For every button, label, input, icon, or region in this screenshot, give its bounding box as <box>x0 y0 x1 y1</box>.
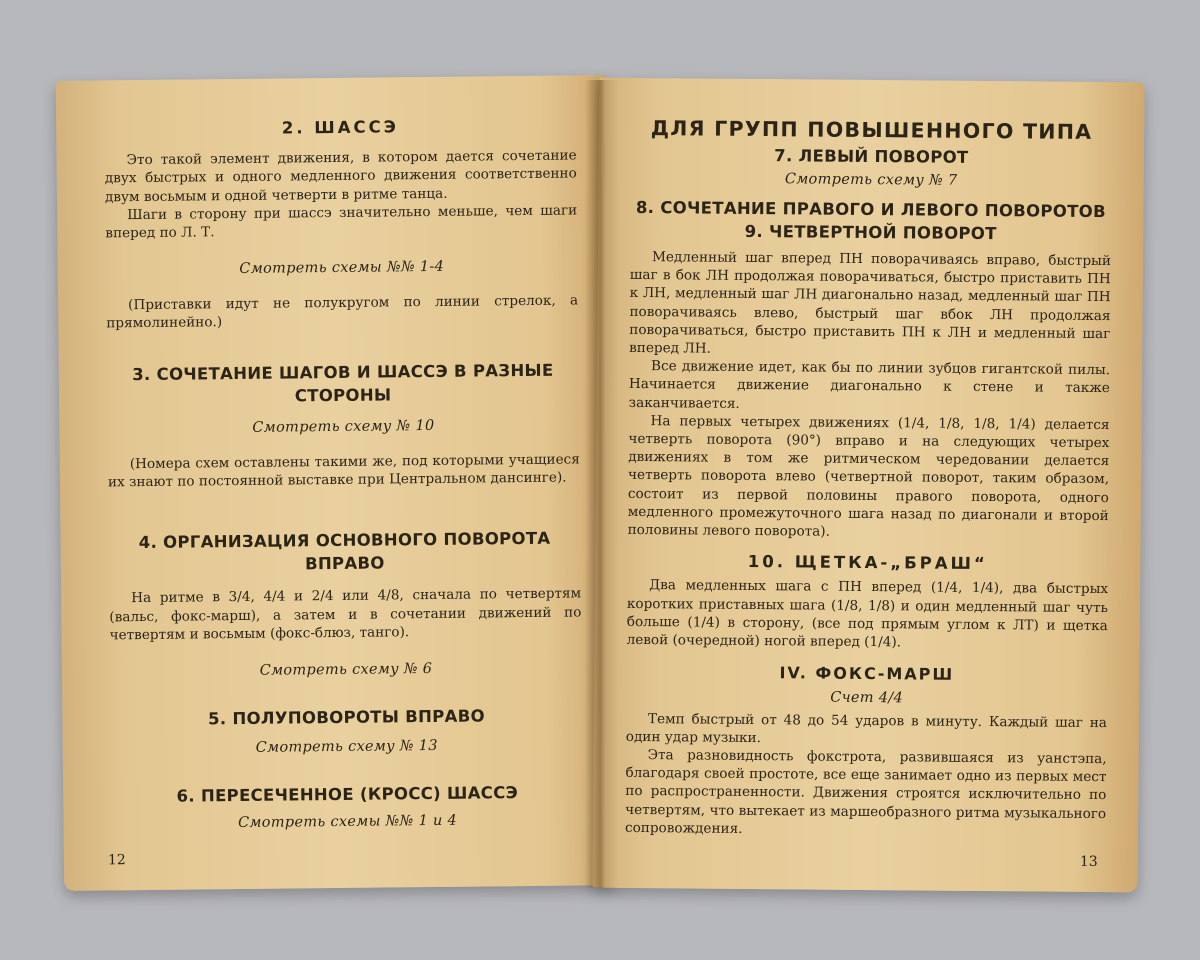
chapter-iv-paragraph-1: Темп быстрый от 48 до 54 ударов в минуту. Каждый шаг на один удар музыки. <box>625 710 1108 746</box>
section-6-scheme-ref: Смотреть схемы №№ 1 и 4 <box>237 812 458 832</box>
section-title-8: 8. СОЧЕТАНИЕ ПРАВОГО И ЛЕВОГО ПОВОРОТОВ <box>635 197 1106 221</box>
section-title-6: 6. ПЕРЕСЕЧЕННОЕ (КРОСС) ШАССЭ <box>176 783 519 806</box>
section-2-note: (Приставки идут не полукругом по линии стрелок, а прямолинейно.) <box>106 292 579 332</box>
section-title-4: 4. ОРГАНИЗАЦИЯ ОСНОВНОГО ПОВОРОТА ВПРАВО <box>138 528 551 574</box>
page-number-right: 13 <box>1079 853 1098 871</box>
section-4-paragraph-1: На ритме в 3/4, 4/4 и 2/4 или 4/8, сначала по четвертям (вальс, фокс-марш), а затем и в сочетании движений по четвертям и восьмым (фокс-блюз, танго). <box>109 585 582 644</box>
left-page <box>56 75 614 891</box>
section-9-paragraph-3: На первых четырех движениях (1/4, 1/8, 1/8, 1/4) делается четверть поворота (90°) вправо и на следующих четырех движениях в том же ритмическом чередовании делается четверть поворота влево (четвертной поворот, таким образом, состоит из первой половины правого поворота, одного медленного промежуточного шага назад по диагонали и второй половины левого поворота). <box>627 412 1110 540</box>
section-7-scheme-ref: Смотреть схему № 7 <box>784 171 958 189</box>
section-title-10: 10. ЩЕТКА-„БРАШ“ <box>747 552 988 574</box>
section-title-3: 3. СОЧЕТАНИЕ ШАГОВ И ШАССЭ В РАЗНЫЕ СТОРОНЫ <box>132 360 554 406</box>
section-2-paragraph-2: Шаги в сторону при шассэ значительно меньше, чем шаги вперед по Л. Т. <box>105 202 578 242</box>
section-title-2: 2. ШАССЭ <box>281 117 399 138</box>
section-4-scheme-ref: Смотреть схему № 6 <box>259 660 433 679</box>
section-10-paragraph-1: Два медленных шага с ПН вперед (1/4, 1/4), два быстрых коротких приставных шага (1/8, 1/8) и один медленный шаг чуть больше (1/4) в сторону, (все под прямым углом к ЛТ) и щетка левой (очередной) ногой вперед (1/4). <box>626 577 1109 651</box>
section-title-7: 7. ЛЕВЫЙ ПОВОРОТ <box>774 145 969 167</box>
chapter-iv-count: Счет 4/4 <box>830 689 904 706</box>
group-heading: ДЛЯ ГРУПП ПОВЫШЕННОГО ТИПА <box>650 116 1093 144</box>
section-title-5: 5. ПОЛУПОВОРОТЫ ВПРАВО <box>207 706 485 729</box>
section-9-paragraph-2: Все движение идет, как бы по линии зубцов гигантской пилы. Начинается движение диагонально к стене и также заканчивается. <box>628 358 1111 412</box>
right-page-content <box>625 114 1112 841</box>
section-5-scheme-ref: Смотреть схему № 13 <box>255 737 438 756</box>
left-page-content <box>104 111 583 832</box>
page-number-left: 12 <box>107 852 126 869</box>
chapter-iv-title: IV. ФОКС-МАРШ <box>779 663 955 684</box>
section-title-9: 9. ЧЕТВЕРТНОЙ ПОВОРОТ <box>744 221 997 243</box>
section-2-paragraph-1: Это такой элемент движения, в котором дается сочетание двух быстрых и одного медленного движения соответственно двум восьмым и одной четверти в ритме танца. <box>104 147 577 205</box>
section-9-paragraph-1: Медленный шаг вперед ПН поворачиваясь вправо, быстрый шаг в бок ЛН продолжая поворачиваться, быстро приставить ПН к ЛН, медленный шаг ЛН диагонально назад, медленный шаг ПН поворачиваясь влево, быстрый шаг вбок ЛН продолжая поворачиваться, быстро приставить ПН к ЛН и медленный шаг вперед ЛН. <box>629 249 1112 357</box>
section-3-note: (Номера схем оставлены такими же, под которыми учащиеся их знают по постоянной выставке при Центральном дансинге). <box>107 451 580 491</box>
chapter-iv-paragraph-2: Эта разновидность фокстрота, развившаяся из уанстэпа, благодаря своей простоте, все еще занимает одно из первых мест по распространенности. Движения строятся исключительно по четвертям, что вытекает из маршеобразного ритма музыкального сопровождения. <box>624 747 1107 837</box>
section-2-scheme-ref: Смотреть схемы №№ 1-4 <box>239 258 445 278</box>
section-3-scheme-ref: Смотреть схему № 10 <box>252 417 435 436</box>
right-page <box>592 78 1144 893</box>
